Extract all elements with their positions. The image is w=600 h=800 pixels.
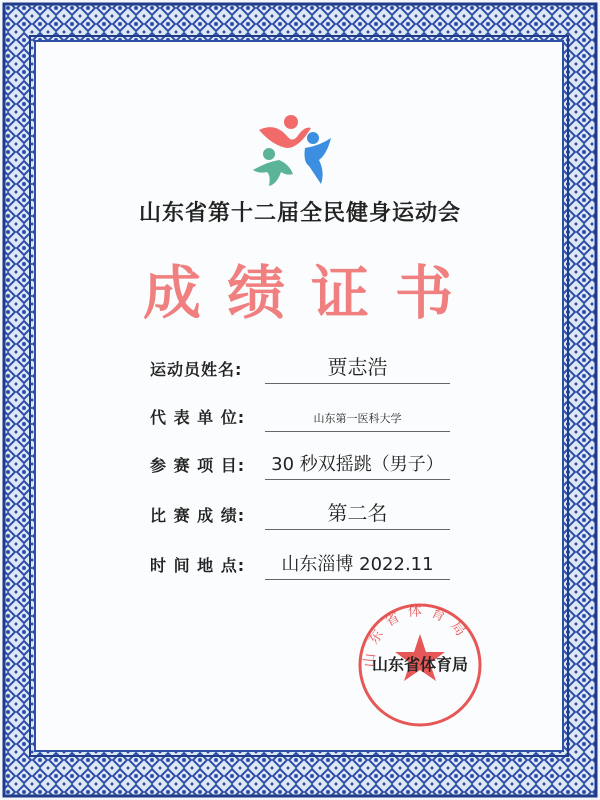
field-label: 运动员姓名: — [150, 360, 243, 379]
field-value: 第二名 — [327, 501, 388, 525]
certificate-title: 成绩证书 — [142, 259, 479, 327]
field-value: 山东淄博 2022.11 — [281, 554, 434, 575]
field-time-place — [150, 550, 450, 580]
underline — [265, 529, 450, 530]
field-value: 30 秒双摇跳（男子） — [271, 454, 444, 475]
field-label: 比 赛 成 绩: — [150, 506, 246, 525]
field-event — [150, 450, 450, 480]
field-label: 参 赛 项 目: — [150, 456, 246, 475]
underline — [265, 431, 450, 432]
field-label: 代 表 单 位: — [150, 408, 246, 427]
field-representing-unit — [150, 402, 450, 432]
seal-caption: 山东省体育局 — [371, 655, 468, 674]
underline — [265, 383, 450, 384]
field-result — [150, 500, 450, 530]
field-value: 贾志浩 — [327, 355, 388, 379]
games-logo-icon — [247, 112, 347, 192]
underline — [265, 479, 450, 480]
field-label: 时 间 地 点: — [150, 556, 246, 575]
field-value: 山东第一医科大学 — [313, 412, 402, 425]
event-title: 山东省第十二届全民健身运动会 — [138, 201, 461, 226]
field-athlete-name — [150, 354, 450, 384]
svg-text:山东省体育局: 山东省体育局 — [361, 603, 474, 669]
underline — [265, 579, 450, 580]
